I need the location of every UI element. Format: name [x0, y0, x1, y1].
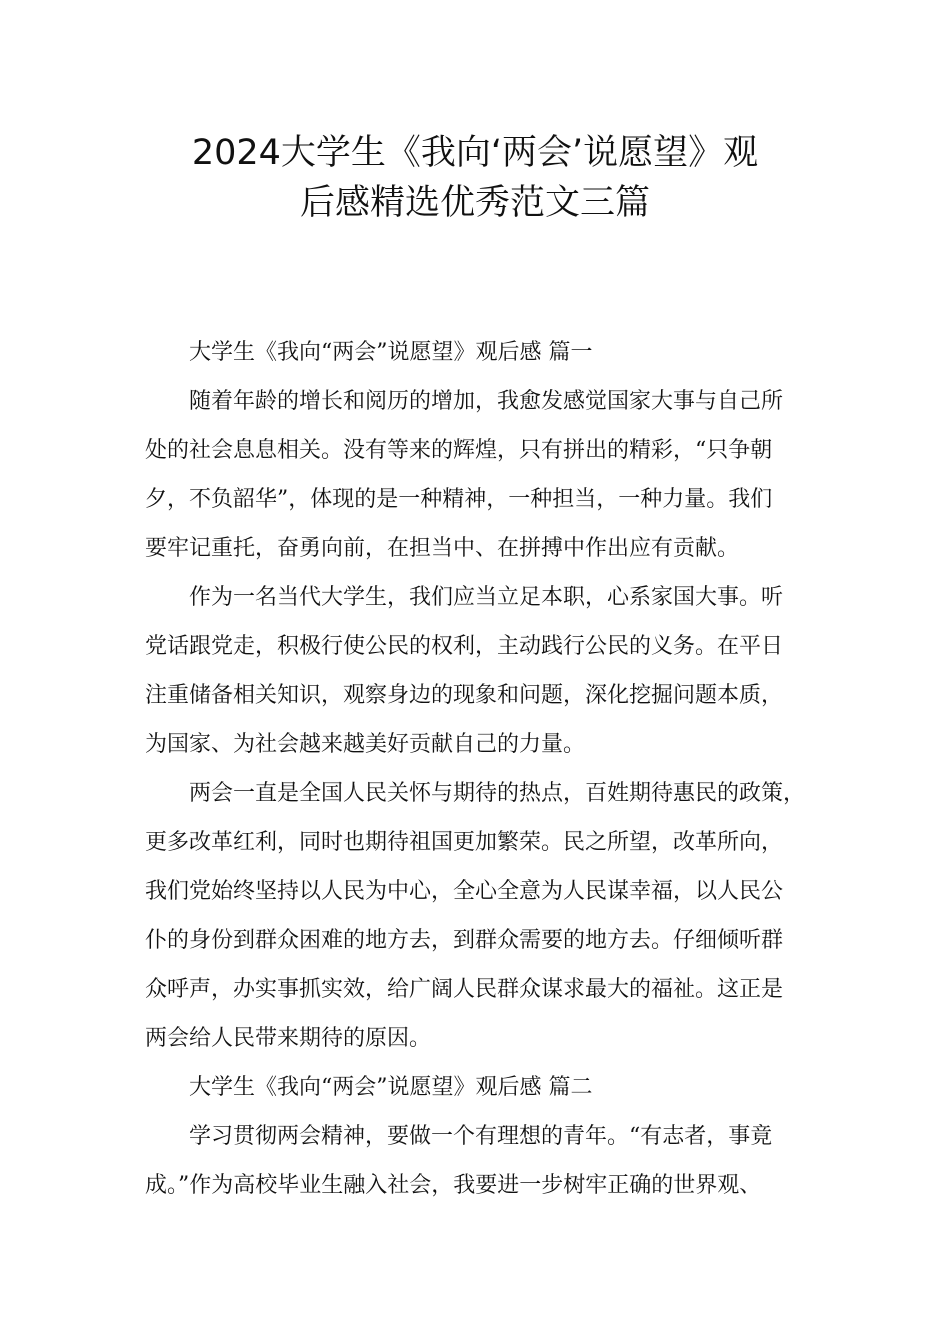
text-line: 随着年龄的增长和阅历的增加，我愈发感觉国家大事与自己所 [189, 389, 784, 414]
text-line: 仆的身份到群众困难的地方去，到群众需要的地方去。仔细倾听群 [145, 928, 784, 953]
title-line-2: 后感精选优秀范文三篇 [299, 183, 650, 223]
text-line: 两会给人民带来期待的原因。 [145, 1026, 432, 1051]
text-line: 注重储备相关知识，观察身边的现象和问题，深化挖掘问题本质， [145, 683, 784, 708]
text-line: 夕，不负韶华”，体现的是一种精神，一种担当，一种力量。我们 [145, 487, 773, 512]
text-line: 学习贯彻两会精神，要做一个有理想的青年。“有志者，事竟 [189, 1124, 773, 1149]
text-line: 要牢记重托，奋勇向前，在担当中、在拼搏中作出应有贡献。 [145, 536, 740, 561]
text-line: 成。”作为高校毕业生融入社会，我要进一步树牢正确的世界观、 [145, 1173, 762, 1198]
document-body [145, 328, 810, 1210]
text-line: 两会一直是全国人民关怀与期待的热点，百姓期待惠民的政策， [189, 781, 806, 806]
text-line: 众呼声，办实事抓实效，给广阔人民群众谋求最大的福祉。这正是 [145, 977, 784, 1002]
text-line: 我们党始终坚持以人民为中心，全心全意为人民谋幸福，以人民公 [145, 879, 784, 904]
text-line: 党话跟党走，积极行使公民的权利，主动践行公民的义务。在平日 [145, 634, 784, 659]
text-line: 为国家、为社会越来越美好贡献自己的力量。 [145, 732, 586, 757]
title-line-1: 2024大学生《我向‘两会’说愿望》观 [191, 133, 759, 173]
text-line: 处的社会息息相关。没有等来的辉煌，只有拼出的精彩，“只争朝 [145, 438, 773, 463]
text-line: 大学生《我向“两会”说愿望》观后感 篇二 [189, 1075, 593, 1100]
text-line: 更多改革红利，同时也期待祖国更加繁荣。民之所望，改革所向， [145, 830, 784, 855]
text-line: 大学生《我向“两会”说愿望》观后感 篇一 [189, 340, 593, 365]
text-line: 作为一名当代大学生，我们应当立足本职，心系家国大事。听 [189, 585, 784, 610]
document-title [100, 128, 850, 228]
